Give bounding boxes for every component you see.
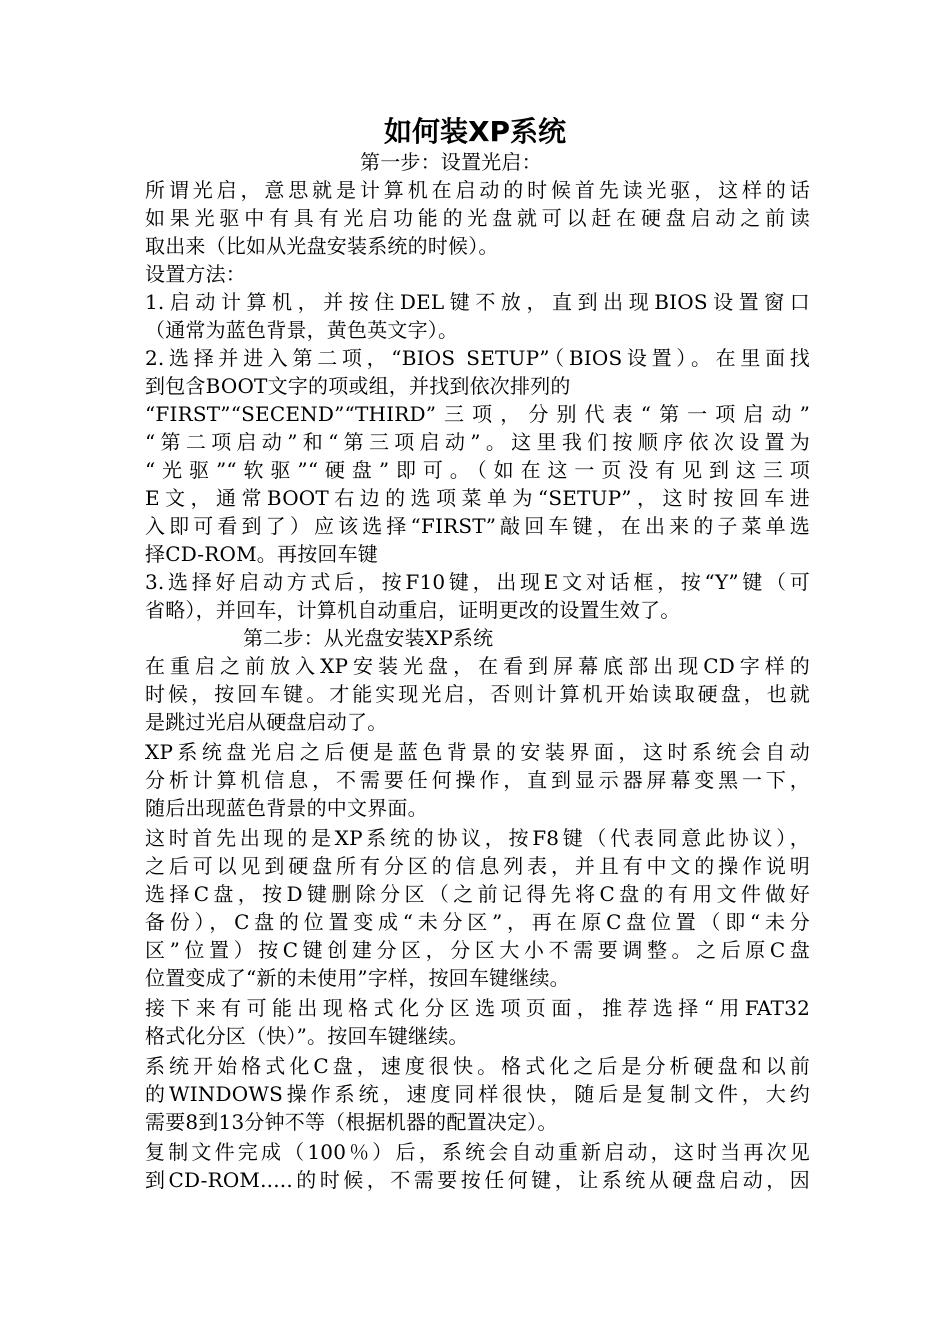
text-line: “FIRST”“SECEND”“THIRD”三项，分别代表“第一项启动” — [145, 402, 810, 426]
text-line: 入即可看到了）应该选择“FIRST”敲回车键，在出来的子菜单选 — [145, 514, 810, 538]
text-line: 接下来有可能出现格式化分区选项页面，推荐选择“用FAT32 — [145, 996, 810, 1020]
text-line: 区”位置）按C键创建分区，分区大小不需要调整。之后原C盘 — [145, 938, 810, 962]
text-line: （通常为蓝色背景，黄色英文字）。 — [145, 318, 459, 342]
step-two-heading: 第二步：从光盘安装XP系统 — [243, 626, 494, 650]
text-line: 所谓光启，意思就是计算机在启动的时候首先读光驱，这样的话 — [145, 178, 810, 202]
text-line: “第二项启动”和“第三项启动”。这里我们按顺序依次设置为 — [145, 430, 810, 454]
text-line: 系统开始格式化C盘，速度很快。格式化之后是分析硬盘和以前 — [145, 1054, 810, 1078]
text-line: 格式化分区（快）”。按回车键继续。 — [145, 1024, 469, 1048]
step-one-heading: 第一步：设置光启： — [360, 150, 542, 174]
text-line: 的WINDOWS操作系统，速度同样很快，随后是复制文件，大约 — [145, 1082, 810, 1106]
text-line: 需要8到13分钟不等（根据机器的配置决定）。 — [145, 1110, 558, 1134]
text-line: 到包含BOOT文字的项或组，并找到依次排列的 — [145, 374, 571, 398]
text-line: 取出来（比如从光盘安装系统的时候）。 — [145, 234, 499, 258]
text-line: 到CD-ROM.....的时候，不需要按任何键，让系统从硬盘启动，因 — [145, 1168, 810, 1192]
text-line: 省略），并回车，计算机自动重启，证明更改的设置生效了。 — [145, 598, 681, 622]
text-line: 复制文件完成（100％）后，系统会自动重新启动，这时当再次见 — [145, 1140, 810, 1164]
text-line: 1.启动计算机，并按住DEL键不放，直到出现BIOS设置窗口 — [145, 290, 810, 314]
text-line: “光驱”“软驱”“硬盘”即可。（如在这一页没有见到这三项 — [145, 458, 810, 482]
text-line: 随后出现蓝色背景的中文界面。 — [145, 796, 428, 820]
page-title: 如何装XP系统 — [383, 115, 567, 148]
text-line: XP系统盘光启之后便是蓝色背景的安装界面，这时系统会自动 — [145, 740, 810, 764]
text-line: 备份），C盘的位置变成“未分区”，再在原C盘位置（即“未分 — [145, 910, 810, 934]
text-line: 如果光驱中有具有光启功能的光盘就可以赶在硬盘启动之前读 — [145, 206, 810, 230]
text-line: 选择C盘，按D键删除分区（之前记得先将C盘的有用文件做好 — [145, 882, 810, 906]
text-line: 时候，按回车键。才能实现光启，否则计算机开始读取硬盘，也就 — [145, 682, 810, 706]
text-line: 位置变成了“新的未使用”字样，按回车键继续。 — [145, 966, 570, 990]
text-line: 在重启之前放入XP安装光盘，在看到屏幕底部出现CD字样的 — [145, 654, 810, 678]
text-line: 是跳过光启从硬盘启动了。 — [145, 710, 388, 734]
text-line: 择CD-ROM。再按回车键 — [145, 542, 379, 566]
text-line: 2.选择并进入第二项，“BIOS SETUP”（BIOS设置）。在里面找 — [145, 346, 810, 370]
text-line: E文，通常BOOT右边的选项菜单为“SETUP”，这时按回车进 — [145, 486, 810, 510]
text-line: 这时首先出现的是XP系统的协议，按F8键（代表同意此协议）， — [145, 826, 810, 850]
text-line: 之后可以见到硬盘所有分区的信息列表，并且有中文的操作说明 — [145, 854, 810, 878]
text-line: 分析计算机信息，不需要任何操作，直到显示器屏幕变黑一下， — [145, 768, 810, 792]
text-line: 3.选择好启动方式后，按F10键，出现E文对话框，按“Y”键（可 — [145, 570, 810, 594]
text-line: 设置方法： — [145, 262, 246, 286]
